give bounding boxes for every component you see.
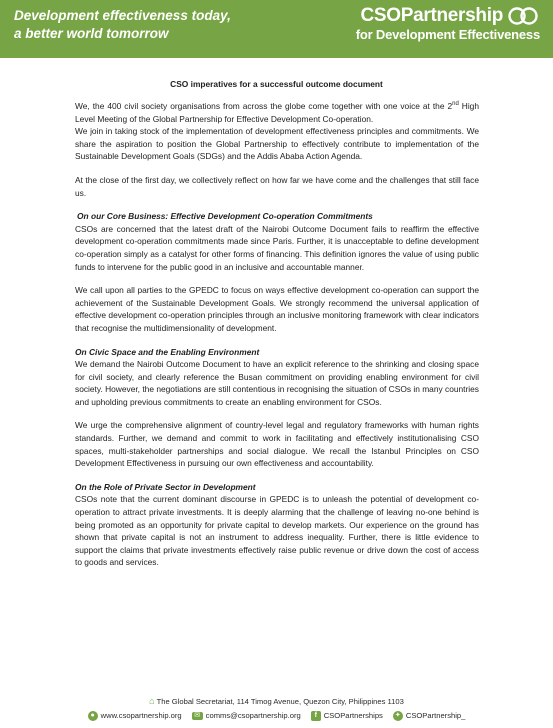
mail-icon: ✉	[192, 712, 203, 720]
intro-text-b: High Level Meeting of the Global Partnership for Effective Development Co-operation.	[75, 101, 479, 124]
globe-icon: ●	[88, 711, 98, 721]
footer-twitter[interactable]	[393, 710, 466, 722]
document-body	[75, 100, 479, 580]
section-3-paragraph-1: CSOs note that the current dominant discourse in GPEDC is to unleash the potential of development co-operation to attract private investments. It is deeply alarming that the challenge of leaving no-one behind is being promoted as an opportunity for private capital to develop markets. Our experience on the ground has shown that private capital is not an instrument to address inequality. Further, there is little evidence to support the claims that private investments effectively raise public revenue or drive down the cost of access to goods and services.	[75, 494, 479, 568]
section-2-heading: On Civic Space and the Enabling Environment	[75, 346, 260, 357]
footer-twitter-text[interactable]: CSOPartnership_	[405, 711, 466, 720]
home-icon: ⌂	[149, 696, 155, 706]
footer-email[interactable]	[192, 710, 301, 722]
intro-paragraph-1	[75, 100, 479, 125]
footer-website-text[interactable]: www.csopartnership.org	[100, 711, 182, 720]
intro-text-a: We, the 400 civil society organisations from across the globe come together with one voice at the 2	[75, 101, 453, 111]
footer-address: The Global Secretariat, 114 Timog Avenue, Quezon City, Philippines 1103	[156, 697, 404, 706]
section-1-heading: On our Core Business: Effective Development Co-operation Commitments	[77, 211, 373, 222]
section-2-paragraph-1: We demand the Nairobi Outcome Document to have an explicit reference to the shrinking and closing space for civil society, and clearly reference the Busan commitment on providing enabling environment for civil society. However, the negotiations are still contentious in recognising the situation of CSOs in many countries and upholding previous commitments to create an enabling environment for CSOs.	[75, 359, 479, 407]
section-1-paragraph-2: We call upon all parties to the GPEDC to focus on ways effective development co-operation can support the achievement of the Sustainable Development Goals. We strongly recommend the universal application of effective development co-operation principles through an inclusive monitoring framework with clear indicators that recognise the multidimensionality of development.	[75, 285, 479, 333]
document-title: CSO imperatives for a successful outcome document	[170, 79, 383, 89]
page-footer	[0, 695, 553, 722]
section-2-paragraph-2: We urge the comprehensive alignment of country-level legal and regulatory frameworks with human rights standards. Further, we demand and commit to work in facilitating and effectively institutionalising CSO spaces, multi-stakeholder partnerships and social dialogue. We recall the Istanbul Principles on CSO Development Effectiveness in pursuing our own effectiveness and accountability.	[75, 420, 479, 469]
tagline-line-1: Development effectiveness today,	[14, 8, 231, 23]
rings-logo-icon	[506, 6, 540, 26]
brand-logo	[356, 5, 540, 43]
intro-paragraph-2: We join in taking stock of the implementation of development effectiveness principles and commitments. We share the aspiration to position the Global Partnership to effectively contribute to implementation of the Sustainable Development Goals (SDGs) and the Addis Ababa Action Agenda.	[75, 126, 479, 162]
footer-contacts	[0, 710, 553, 722]
footer-email-text[interactable]: comms@csopartnership.org	[205, 711, 301, 720]
brand-name: CSOPartnership	[360, 5, 503, 26]
footer-address-line	[0, 695, 553, 708]
intro-superscript: nd	[452, 101, 459, 108]
tagline-line-2: a better world tomorrow	[14, 26, 169, 41]
footer-facebook-text[interactable]: CSOPartnerships	[323, 711, 383, 720]
twitter-icon: ✦	[393, 711, 403, 721]
footer-facebook[interactable]	[311, 710, 383, 722]
section-3-heading: On the Role of Private Sector in Development	[75, 481, 256, 492]
footer-website[interactable]	[88, 710, 182, 722]
intro-paragraph-3: At the close of the first day, we collectively reflect on how far we have come and the challenges that still face us.	[75, 174, 479, 198]
tagline	[14, 7, 231, 43]
section-1-paragraph-1: CSOs are concerned that the latest draft of the Nairobi Outcome Document fails to reaffirm the effective development co-operation commitments made since Paris. Further, it is unacceptable to define development co-operation simply as a catalyst for other forms of financing. This definition ignores the value of using public funds to intervene for the public good in an inclusive and accountable manner.	[75, 223, 479, 272]
facebook-icon: f	[311, 711, 321, 721]
header-banner	[0, 0, 553, 58]
brand-subtitle: for Development Effectiveness	[355, 27, 540, 42]
